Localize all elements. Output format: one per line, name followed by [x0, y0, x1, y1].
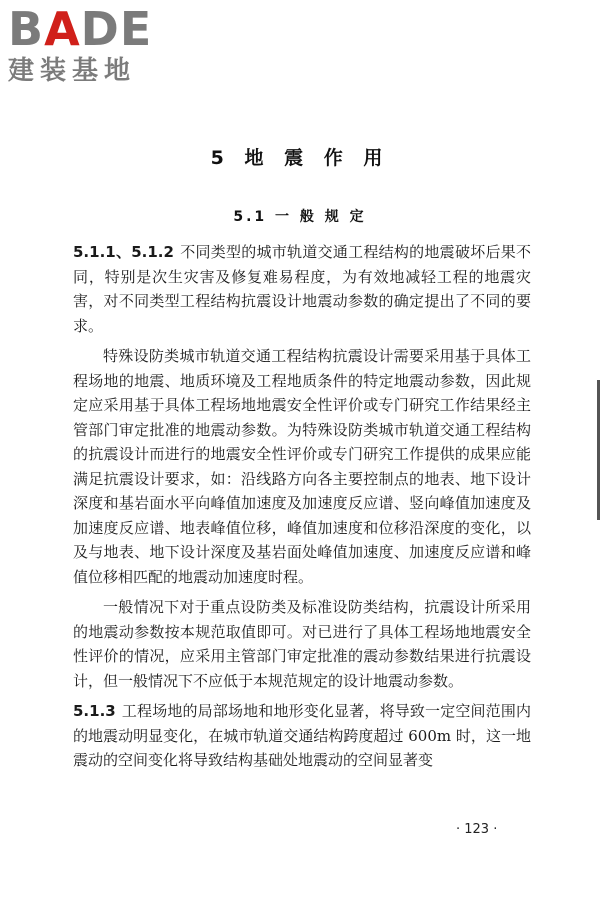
section-title: 5.1 一 般 规 定 [233, 209, 367, 225]
chapter-title: 5 地 震 作 用 [210, 147, 390, 169]
clause-number: 5.1.1、5.1.2 [73, 243, 174, 261]
logo-letters-pre: B [8, 2, 45, 56]
paragraph-text: 工程场地的局部场地和地形变化显著，将导致一定空间范围内的地震动明显变化，在城市轨道交通结构跨度超过 600m 时，这一地震动的空间变化将导致结构基础处地震动的空间显著变 [73, 702, 531, 769]
paragraph-text: 特殊设防类城市轨道交通工程结构抗震设计需要采用基于具体工程场地的地震、地质环境及工程地质条件的特定地震动参数，因此规定应采用基于具体工程场地地震安全性评价或专门研究工作结果经主管部门审定批准的地震动参数。为特殊设防类城市轨道交通工程结构的抗震设计而进行的地震安全性评价或专门研究工作提供的成果应能满足抗震设计要求，如：沿线路方向各主要控制点的地表、地下设计深度和基岩面水平向峰值加速度及加速度反应谱、竖向峰值加速度及加速度反应谱、地表峰值位移，峰值加速度和位移沿深度的变化，以及与地表、地下设计深度及基岩面处峰值加速度、加速度反应谱和峰值位移相匹配的地震动加速度时程。 [73, 347, 531, 586]
paragraph [73, 344, 531, 589]
logo-letters-post: DE [80, 2, 153, 56]
brand-logo [8, 4, 178, 86]
paragraph [73, 240, 531, 338]
paragraph [73, 595, 531, 693]
paragraph [73, 699, 531, 773]
logo-letter-accent: A [44, 2, 81, 56]
paragraph-text: 不同类型的城市轨道交通工程结构的地震破坏后果不同，特别是次生灾害及修复难易程度，为有效地减轻工程的地震灾害，对不同类型工程结构抗震设计地震动参数的确定提出了不同的要求。 [73, 243, 531, 335]
page-number: · 123 · [456, 822, 498, 837]
body-text [73, 240, 531, 779]
logo-subtitle: 建装基地 [8, 56, 137, 86]
clause-number: 5.1.3 [73, 702, 116, 720]
paragraph-text: 一般情况下对于重点设防类及标准设防类结构，抗震设计所采用的地震动参数按本规范取值即可。对已进行了具体工程场地地震安全性评价的情况，应采用主管部门审定批准的震动参数结果进行抗震设计，但一般情况下不应低于本规范规定的设计地震动参数。 [73, 598, 531, 690]
logo-wordmark [8, 4, 178, 54]
